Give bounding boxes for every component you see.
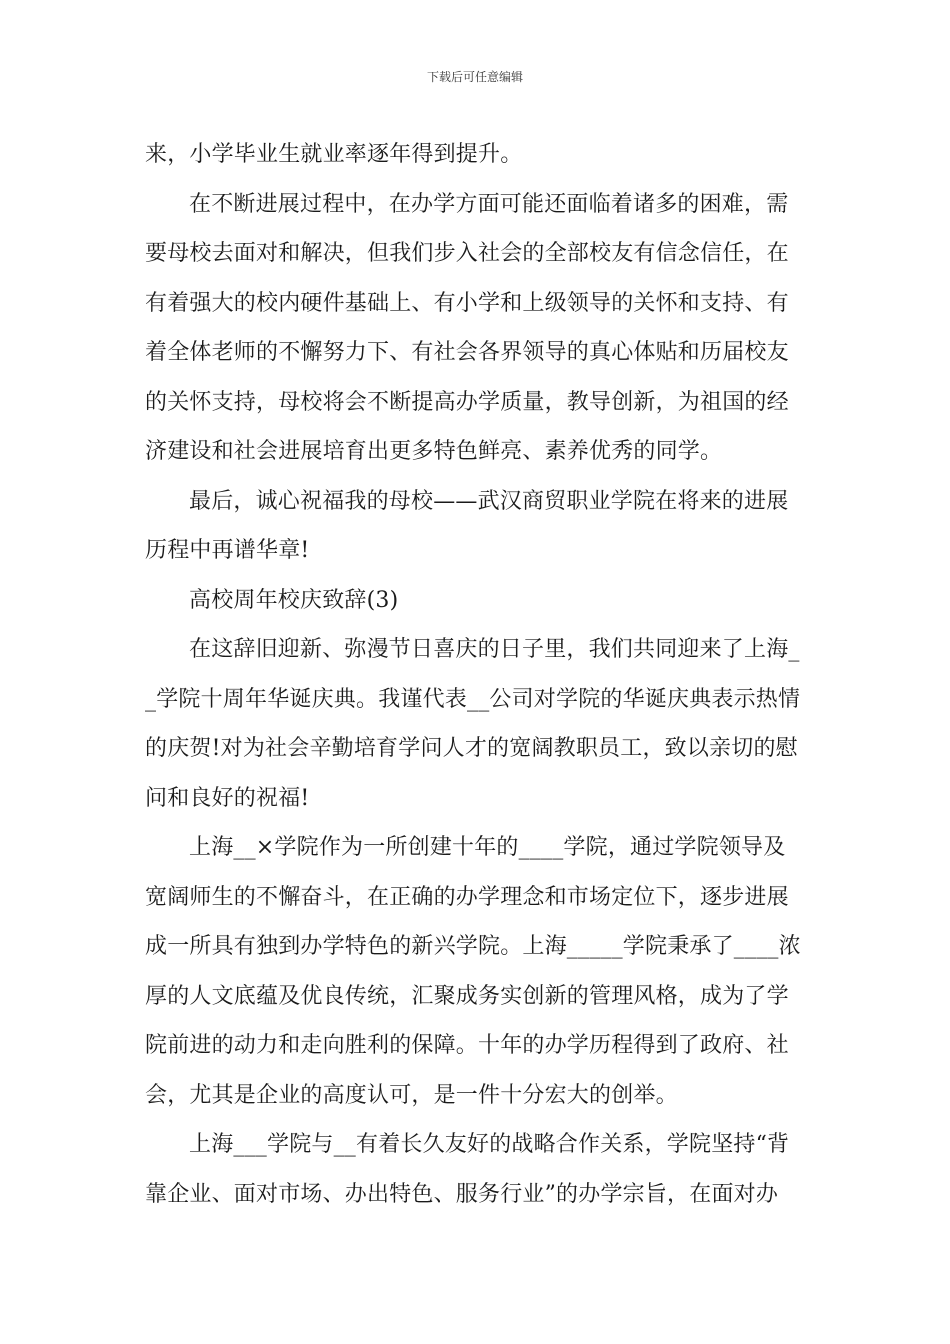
document-body <box>145 130 800 1219</box>
page-header: 下载后可任意编辑 <box>426 70 523 84</box>
text-line: 院前进的动力和走向胜利的保障。十年的办学历程得到了政府、社 <box>145 1033 789 1058</box>
text-line: 在这辞旧迎新、弥漫节日喜庆的日子里，我们共同迎来了上海_ <box>189 637 800 662</box>
text-line: 济建设和社会进展培育出更多特色鲜亮、素养优秀的同学。 <box>145 439 723 464</box>
paragraph <box>145 477 800 576</box>
text-line: 上海___学院与__有着长久友好的战略合作关系，学院坚持“背 <box>189 1132 790 1157</box>
paragraph <box>145 625 800 823</box>
text-line: 来，小学毕业生就业率逐年得到提升。 <box>145 142 523 167</box>
text-line: 宽阔师生的不懈奋斗，在正确的办学理念和市场定位下，逐步进展 <box>145 884 789 910</box>
text-line: 要母校去面对和解决，但我们步入社会的全部校友有信念信任，在 <box>145 241 789 266</box>
text-line: 着全体老师的不懈努力下、有社会各界领导的真心体贴和历届校友 <box>145 340 789 365</box>
paragraph <box>145 823 800 1120</box>
text-line: 靠企业、面对市场、办出特色、服务行业”的办学宗旨，在面对办 <box>145 1181 779 1207</box>
text-line: 的庆贺!对为社会辛勤培育学问人才的宽阔教职员工，致以亲切的慰 <box>145 736 798 761</box>
text-line: 在不断进展过程中，在办学方面可能还面临着诸多的困难，需 <box>189 191 789 217</box>
text-line: 高校周年校庆致辞(3) <box>189 587 399 613</box>
paragraph <box>145 180 800 477</box>
text-line: 的关怀支持，母校将会不断提高办学质量，教导创新，为祖国的经 <box>145 389 789 415</box>
text-line: 历程中再谱华章! <box>145 538 310 563</box>
text-line: 厚的人文底蕴及优良传统，汇聚成务实创新的管理风格，成为了学 <box>145 983 789 1009</box>
text-line: 问和良好的祝福! <box>145 785 310 811</box>
text-line: 成一所具有独到办学特色的新兴学院。上海_____学院秉承了____浓 <box>145 934 801 959</box>
text-line: 会，尤其是企业的高度认可，是一件十分宏大的创举。 <box>145 1082 678 1108</box>
text-line: 上海__×学院作为一所创建十年的____学院，通过学院领导及 <box>189 835 786 860</box>
section-heading <box>145 576 800 626</box>
paragraph <box>145 1120 800 1219</box>
text-line: 最后，诚心祝福我的母校——武汉商贸职业学院在将来的进展 <box>189 488 789 514</box>
text-line: _学院十周年华诞庆典。我谨代表__公司对学院的华诞庆典表示热情 <box>145 686 801 712</box>
paragraph <box>145 130 800 180</box>
text-line: 有着强大的校内硬件基础上、有小学和上级领导的关怀和支持、有 <box>145 290 789 316</box>
